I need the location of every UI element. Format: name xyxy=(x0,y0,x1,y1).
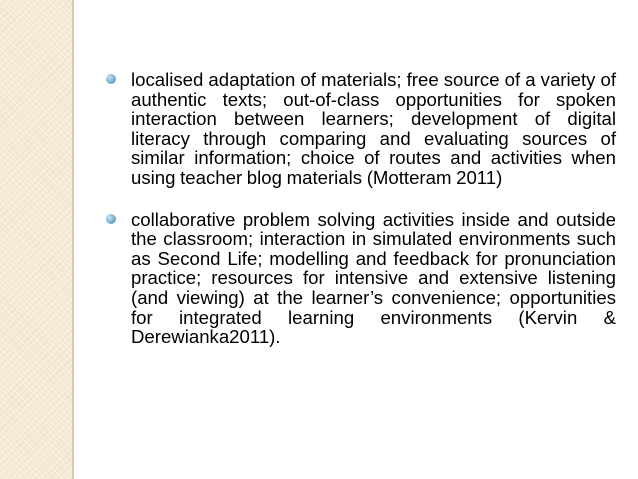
bullet-text-2: collaborative problem solving activities inside and outside the classroom; interaction in simulated environments such as Second Life; modelling and feedback for pronunciation practice; resources for intensive and extensive listening (and viewing) at the learner’s convenience; opportunities for integrated learning environments (Kervin & Derewianka2011). xyxy=(131,208,616,348)
bullet-text-1: localised adaptation of materials; free source of a variety of authentic texts; out-of-class opportunities for spoken interaction between learners; development of digital literacy through comparing and evaluating sources of similar information; choice of routes and activities when using teacher blog materials (Motteram 2011) xyxy=(131,69,616,188)
bullet-dot-icon xyxy=(106,214,116,224)
bullet-item-2 xyxy=(106,210,616,347)
decorative-side-panel xyxy=(0,0,72,479)
bullet-item-1 xyxy=(106,70,616,188)
bullet-dot-icon xyxy=(106,74,116,84)
slide-content xyxy=(106,70,616,369)
side-panel-divider xyxy=(72,0,74,479)
